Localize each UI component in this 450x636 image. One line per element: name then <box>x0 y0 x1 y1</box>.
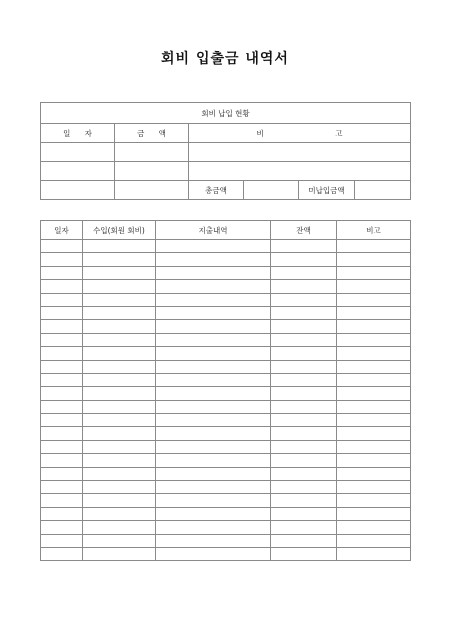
balance-cell[interactable] <box>271 427 337 440</box>
date-cell[interactable] <box>41 333 83 346</box>
income-cell[interactable] <box>83 454 156 467</box>
column-header-amount: 금 액 <box>115 124 189 143</box>
balance-cell[interactable] <box>271 253 337 266</box>
balance-cell[interactable] <box>271 293 337 306</box>
remarks-cell[interactable] <box>337 387 411 400</box>
expense-cell[interactable] <box>156 521 271 534</box>
expense-cell[interactable] <box>156 440 271 453</box>
table-row <box>41 373 411 386</box>
balance-cell[interactable] <box>271 373 337 386</box>
expense-cell[interactable] <box>156 373 271 386</box>
income-cell[interactable] <box>83 306 156 319</box>
income-cell[interactable] <box>83 521 156 534</box>
expense-cell[interactable] <box>156 454 271 467</box>
date-cell[interactable] <box>41 347 83 360</box>
table-row <box>41 333 411 346</box>
balance-cell[interactable] <box>271 507 337 520</box>
table-row <box>41 400 411 413</box>
income-cell[interactable] <box>83 347 156 360</box>
expense-cell[interactable] <box>156 481 271 494</box>
date-cell[interactable] <box>41 360 83 373</box>
remarks-cell[interactable] <box>337 280 411 293</box>
expense-cell[interactable] <box>156 266 271 279</box>
remarks-cell[interactable] <box>337 414 411 427</box>
column-header-income: 수입(회원 회비) <box>83 221 156 240</box>
date-cell[interactable] <box>41 547 83 560</box>
income-cell[interactable] <box>83 400 156 413</box>
income-cell[interactable] <box>83 481 156 494</box>
date-cell[interactable] <box>41 373 83 386</box>
remarks-cell[interactable] <box>337 400 411 413</box>
income-cell[interactable] <box>83 414 156 427</box>
income-cell[interactable] <box>83 547 156 560</box>
remarks-cell[interactable] <box>337 320 411 333</box>
balance-cell[interactable] <box>271 440 337 453</box>
remarks-cell[interactable] <box>189 162 411 181</box>
table-row <box>41 521 411 534</box>
date-cell[interactable] <box>41 454 83 467</box>
income-cell[interactable] <box>83 440 156 453</box>
table-row <box>41 507 411 520</box>
table-row <box>41 387 411 400</box>
income-cell[interactable] <box>83 373 156 386</box>
balance-cell[interactable] <box>271 387 337 400</box>
remarks-cell[interactable] <box>337 266 411 279</box>
remarks-cell[interactable] <box>337 440 411 453</box>
remarks-cell[interactable] <box>337 293 411 306</box>
income-cell[interactable] <box>83 387 156 400</box>
payment-section-header: 회비 납입 현황 <box>41 103 411 124</box>
date-cell[interactable] <box>41 143 115 162</box>
remarks-cell[interactable] <box>337 547 411 560</box>
remarks-cell[interactable] <box>337 253 411 266</box>
date-cell[interactable] <box>41 181 115 200</box>
date-cell[interactable] <box>41 481 83 494</box>
ledger-table <box>40 220 411 561</box>
date-cell[interactable] <box>41 240 83 253</box>
income-cell[interactable] <box>83 266 156 279</box>
amount-cell[interactable] <box>115 181 189 200</box>
expense-cell[interactable] <box>156 306 271 319</box>
table-row <box>41 253 411 266</box>
remarks-cell[interactable] <box>337 507 411 520</box>
date-cell[interactable] <box>41 253 83 266</box>
expense-cell[interactable] <box>156 547 271 560</box>
expense-cell[interactable] <box>156 280 271 293</box>
income-cell[interactable] <box>83 333 156 346</box>
balance-cell[interactable] <box>271 320 337 333</box>
date-cell[interactable] <box>41 280 83 293</box>
table-row <box>41 293 411 306</box>
table-row <box>41 240 411 253</box>
page-title: 회비 입출금 내역서 <box>161 51 289 67</box>
column-header-remarks: 비 고 <box>189 124 411 143</box>
date-cell[interactable] <box>41 293 83 306</box>
table-row <box>41 266 411 279</box>
remarks-cell[interactable] <box>337 521 411 534</box>
table-row <box>41 280 411 293</box>
payment-status-table <box>40 102 411 200</box>
table-row <box>41 440 411 453</box>
balance-cell[interactable] <box>271 333 337 346</box>
remarks-cell[interactable] <box>337 454 411 467</box>
column-header-balance: 잔액 <box>271 221 337 240</box>
date-cell[interactable] <box>41 414 83 427</box>
balance-cell[interactable] <box>271 547 337 560</box>
date-cell[interactable] <box>41 387 83 400</box>
expense-cell[interactable] <box>156 240 271 253</box>
expense-cell[interactable] <box>156 320 271 333</box>
table-row <box>41 547 411 560</box>
table-row <box>41 481 411 494</box>
column-header-remarks: 비고 <box>337 221 411 240</box>
income-cell[interactable] <box>83 240 156 253</box>
table-row <box>41 534 411 547</box>
balance-cell[interactable] <box>271 360 337 373</box>
date-cell[interactable] <box>41 440 83 453</box>
income-cell[interactable] <box>83 253 156 266</box>
remarks-cell[interactable] <box>337 373 411 386</box>
total-amount-label: 총금액 <box>189 181 244 200</box>
date-cell[interactable] <box>41 521 83 534</box>
balance-cell[interactable] <box>271 521 337 534</box>
table-row <box>41 494 411 507</box>
income-cell[interactable] <box>83 494 156 507</box>
expense-cell[interactable] <box>156 347 271 360</box>
expense-cell[interactable] <box>156 494 271 507</box>
date-cell[interactable] <box>41 266 83 279</box>
table-row <box>41 360 411 373</box>
table-row <box>41 320 411 333</box>
column-header-date: 일 자 <box>41 124 115 143</box>
remarks-cell[interactable] <box>337 427 411 440</box>
balance-cell[interactable] <box>271 534 337 547</box>
date-cell[interactable] <box>41 427 83 440</box>
ledger-body <box>41 240 411 561</box>
expense-cell[interactable] <box>156 534 271 547</box>
payment-summary-row <box>41 181 411 200</box>
balance-cell[interactable] <box>271 240 337 253</box>
date-cell[interactable] <box>41 494 83 507</box>
table-row <box>41 467 411 480</box>
date-cell[interactable] <box>41 400 83 413</box>
expense-cell[interactable] <box>156 253 271 266</box>
table-row <box>41 347 411 360</box>
table-row <box>41 427 411 440</box>
remarks-cell[interactable] <box>337 240 411 253</box>
remarks-cell[interactable] <box>337 360 411 373</box>
balance-cell[interactable] <box>271 266 337 279</box>
balance-cell[interactable] <box>271 481 337 494</box>
table-row <box>41 414 411 427</box>
table-row <box>41 454 411 467</box>
income-cell[interactable] <box>83 507 156 520</box>
income-cell[interactable] <box>83 467 156 480</box>
table-row <box>41 306 411 319</box>
expense-cell[interactable] <box>156 360 271 373</box>
expense-cell[interactable] <box>156 400 271 413</box>
remarks-cell[interactable] <box>337 333 411 346</box>
date-cell[interactable] <box>41 534 83 547</box>
remarks-cell[interactable] <box>337 481 411 494</box>
balance-cell[interactable] <box>271 306 337 319</box>
income-cell[interactable] <box>83 534 156 547</box>
expense-cell[interactable] <box>156 414 271 427</box>
balance-cell[interactable] <box>271 347 337 360</box>
remarks-cell[interactable] <box>337 494 411 507</box>
income-cell[interactable] <box>83 293 156 306</box>
expense-cell[interactable] <box>156 293 271 306</box>
remarks-cell[interactable] <box>337 467 411 480</box>
total-amount-value[interactable] <box>244 181 299 200</box>
column-header-date: 일자 <box>41 221 83 240</box>
balance-cell[interactable] <box>271 400 337 413</box>
column-header-expense: 지출내역 <box>156 221 271 240</box>
remarks-cell[interactable] <box>189 143 411 162</box>
expense-cell[interactable] <box>156 507 271 520</box>
date-cell[interactable] <box>41 306 83 319</box>
table-row <box>41 162 411 181</box>
balance-cell[interactable] <box>271 454 337 467</box>
unpaid-amount-label: 미납입금액 <box>299 181 355 200</box>
date-cell[interactable] <box>41 507 83 520</box>
balance-cell[interactable] <box>271 414 337 427</box>
expense-cell[interactable] <box>156 467 271 480</box>
remarks-cell[interactable] <box>337 306 411 319</box>
table-row <box>41 143 411 162</box>
remarks-cell[interactable] <box>337 347 411 360</box>
amount-cell[interactable] <box>115 162 189 181</box>
balance-cell[interactable] <box>271 494 337 507</box>
income-cell[interactable] <box>83 280 156 293</box>
date-cell[interactable] <box>41 320 83 333</box>
amount-cell[interactable] <box>115 143 189 162</box>
unpaid-amount-value[interactable] <box>355 181 411 200</box>
expense-cell[interactable] <box>156 333 271 346</box>
date-cell[interactable] <box>41 467 83 480</box>
income-cell[interactable] <box>83 320 156 333</box>
expense-cell[interactable] <box>156 427 271 440</box>
income-cell[interactable] <box>83 360 156 373</box>
income-cell[interactable] <box>83 427 156 440</box>
balance-cell[interactable] <box>271 467 337 480</box>
date-cell[interactable] <box>41 162 115 181</box>
balance-cell[interactable] <box>271 280 337 293</box>
expense-cell[interactable] <box>156 387 271 400</box>
remarks-cell[interactable] <box>337 534 411 547</box>
